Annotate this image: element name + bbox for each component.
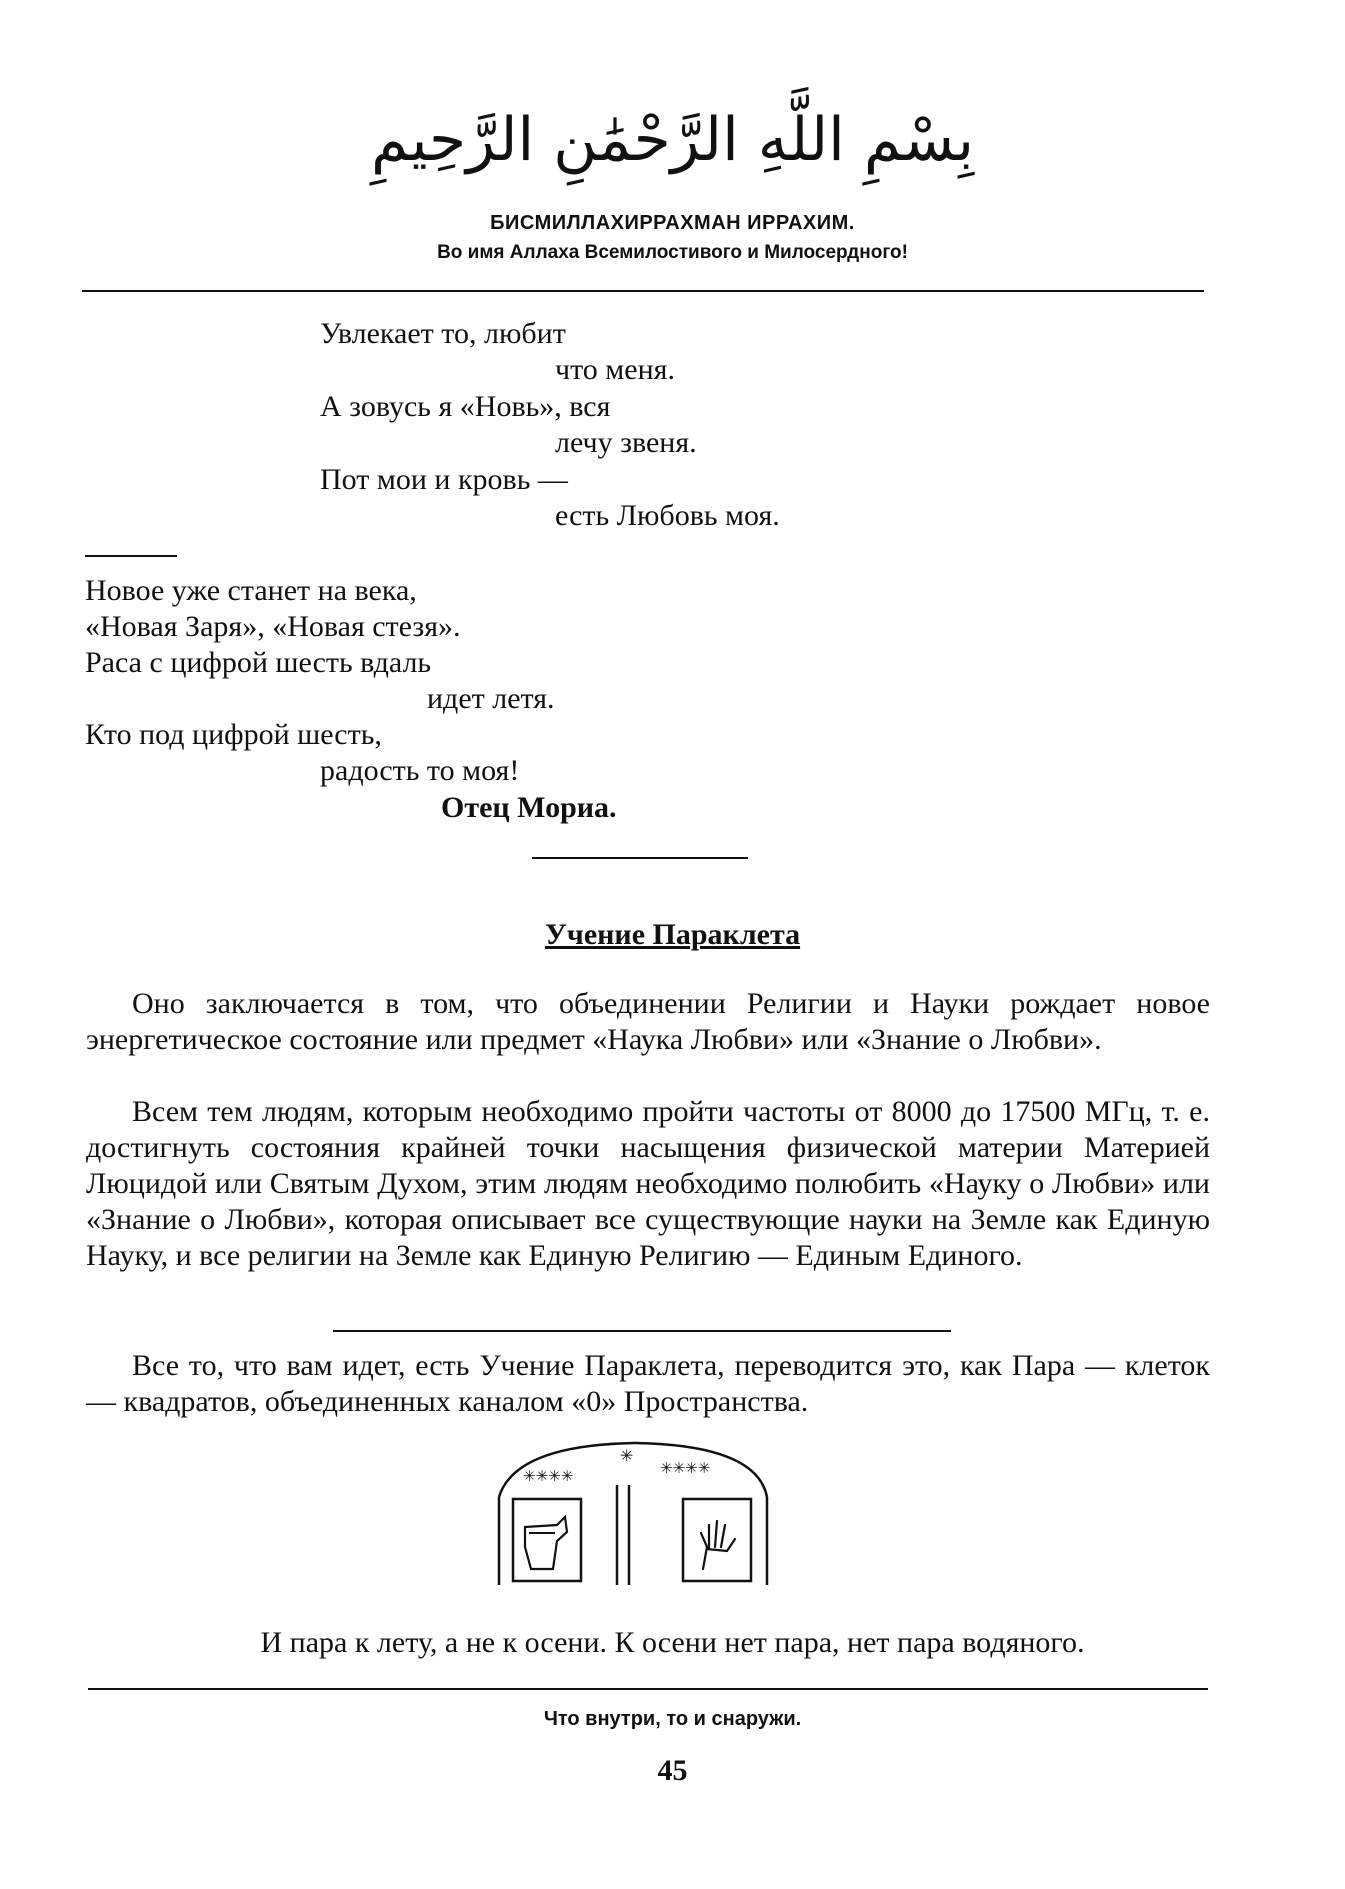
paragraph-rule xyxy=(333,1330,951,1332)
poem-line: Раса с цифрой шесть вдаль xyxy=(85,646,432,679)
poem-line: идет летя. xyxy=(427,682,555,715)
poem-line: «Новая Заря», «Новая стезя». xyxy=(85,610,461,643)
poem-line: Кто под цифрой шесть, xyxy=(85,718,382,751)
section-heading: Учение Параклета xyxy=(544,918,801,951)
footer-motto: Что внутри, то и снаружи. xyxy=(543,1708,802,1730)
star-mark: ✳ xyxy=(620,1446,634,1465)
poem-line: Пот мои и кровь — xyxy=(320,463,568,496)
right-hand-icon xyxy=(701,1521,735,1569)
bismillah-calligraphy: بِسْمِ اللَّهِ الرَّحْمَٰنِ الرَّحِيمِ xyxy=(370,105,975,175)
paragraph: Все то, что вам идет, есть Учение Параклета, переводится это, как Пара — клеток — квадратов, объединенных каналом «0» Пространства. xyxy=(86,1349,1210,1418)
poem-line: есть Любовь моя. xyxy=(555,499,780,532)
right-square xyxy=(683,1499,751,1581)
left-hand-icon xyxy=(525,1517,567,1569)
page-number: 45 xyxy=(657,1754,688,1787)
star-mark: ✳✳✳✳ xyxy=(660,1459,711,1477)
header-rule xyxy=(82,290,1204,292)
paragraph: Всем тем людям, которым необходимо пройти частоты от 8000 до 17500 МГц, т. е. достигнуть состояния крайней точки насыщения физической материи Материей Люцидой или Святым Духом, этим людям необходимо полюбить «Науку о Любви» или «Знание о Любви», которая описывает все существующие науки на Земле как Единую Науку, и все религии на Земле как Единую Религию — Единым Единого. xyxy=(86,1095,1210,1272)
poem-line: что меня. xyxy=(555,353,675,386)
header-title: БИСМИЛЛАХИРРАХМАН ИРРАХИМ. xyxy=(490,212,855,234)
paraclete-figure xyxy=(495,1437,775,1589)
section-rule xyxy=(532,857,748,859)
poem-line: А зовусь я «Новь», вся xyxy=(320,390,611,423)
poem-line: Увлекает то, любит xyxy=(320,317,566,350)
poem-line: Новое уже станет на века, xyxy=(85,574,417,607)
signature: Отец Мориа. xyxy=(441,791,617,824)
header-subtitle: Во имя Аллаха Всемилостивого и Милосердного! xyxy=(437,242,908,263)
closing-line: И пара к лету, а не к осени. К осени нет пара, нет пара водяного. xyxy=(260,1626,1085,1659)
poem-line: радость то моя! xyxy=(320,754,520,787)
short-rule xyxy=(85,555,177,557)
star-mark: ✳✳✳✳ xyxy=(523,1467,574,1485)
poem-line: лечу звеня. xyxy=(555,426,697,459)
paragraph: Оно заключается в том, что объединении Религии и Науки рождает новое энергетическое состояние или предмет «Наука Любви» или «Знание о Любви». xyxy=(86,987,1210,1056)
footer-rule xyxy=(88,1688,1208,1690)
